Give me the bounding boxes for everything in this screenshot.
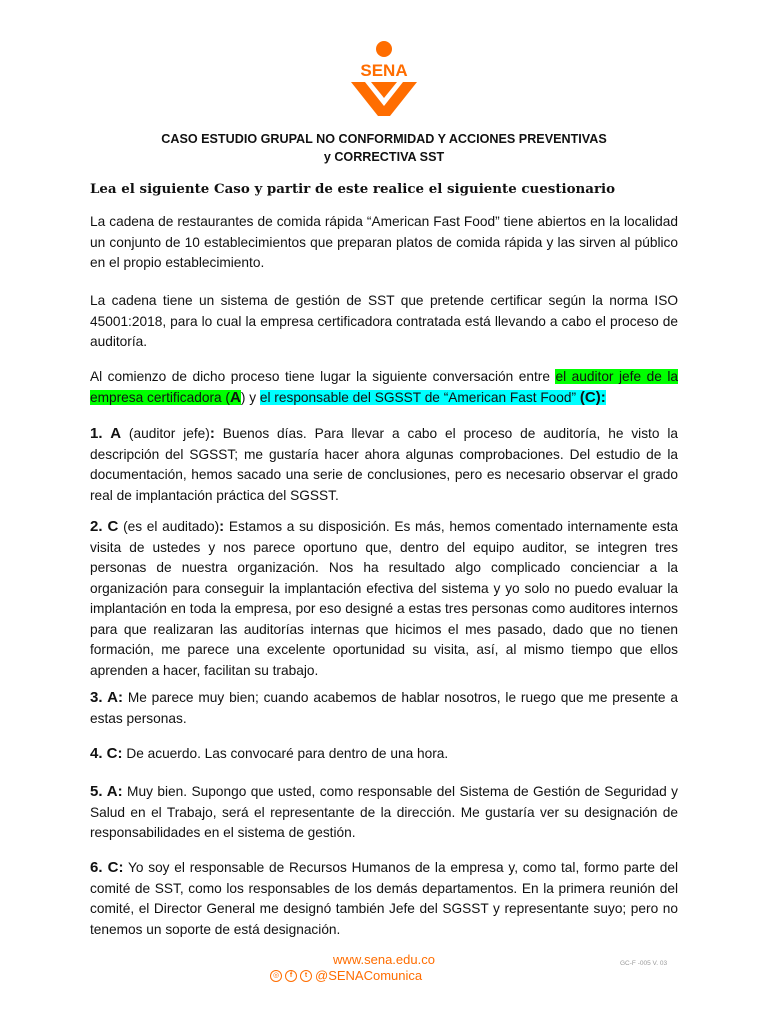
dialogue-label: 5. A: [90,783,123,800]
footer-social [270,968,422,983]
dialogue-5: 5. A: Muy bien. Supongo que usted, como responsable del Sistema de Gestión de Seguridad y Salud en el Trabajo, será el representante de la dirección. Me gustaría ver su designación de responsabilidades en el sistema de gestión. [90,783,679,840]
dialogue-3: 3. A: Me parece muy bien; cuando acabemos de hablar nosotros, le ruego que me presente a estas personas. [90,689,678,726]
auditee-highlight: el responsable del SGSST de “American Fast Food” (C): [259,388,606,406]
sena-logo [345,40,423,116]
dialogue-2: 2. C (es el auditado): Estamos a su disposición. Es más, hemos comentado internamente esta visita de ustedes y nos parece oportuno que, dentro del equipo auditor, se integren tres personas de nuestra organización. Nos ha resultado algo complicado concienciar a la organización para conseguir la implantación efectiva del sistema y yo solo no puedo evaluar la implantación en toda la empresa, por eso designé a estas tres personas como auditores internos para que realizaran las auditorías internas que hicimos el mes pasado, dado que no tienen formación, me parece una excelente oportunidad su visita, así, al mismo tiempo que ellos aprenden a hacer, facilitan su trabajo. [90,518,678,678]
title-line-2: y CORRECTIVA SST [323,150,445,164]
paragraph-2: La cadena tiene un sistema de gestión de SST que pretende certificar según la norma ISO 45001:2018, para lo cual la empresa certificadora contratada está llevando a cabo el proceso de auditoría. [90,293,678,349]
dialogue-label: 1. A [90,425,122,442]
document-title [90,130,678,166]
title-line-1: CASO ESTUDIO GRUPAL NO CONFORMIDAD Y ACCIONES PREVENTIVAS [161,132,607,146]
footer-website-link[interactable]: www.sena.edu.co [333,952,435,967]
dialogue-label: 2. C [90,518,119,535]
facebook-icon[interactable]: f [285,970,297,982]
auditor-highlight: el auditor jefe de la empresa certificadora (A [90,369,678,406]
dialogue-6: 6. C: Yo soy el responsable de Recursos Humanos de la empresa y, como tal, formo parte del comité de SST, como los responsables de los demás departamentos. En la primera reunión del comité, el Director General me designó también Jefe del SGSST y representante suyo; pero no tenemos un soporte de está designación. [90,859,678,937]
dialogue-4: 4. C: De acuerdo. Las convocaré para dentro de una hora. [90,745,449,762]
paragraph-3: Al comienzo de dicho proceso tiene lugar la siguiente conversación entre el auditor jefe de la empresa certificadora (A) y el responsable del SGSST de “American Fast Food” (C): [90,369,678,406]
social-handle[interactable]: @SENAComunica [315,968,423,983]
dialogue-label: 4. C: [90,745,123,762]
dialogue-label: 6. C: [90,859,124,876]
paragraph-1: La cadena de restaurantes de comida rápida “American Fast Food” tiene abiertos en la localidad un conjunto de 10 establecimientos que preparan platos de comida rápida y las sirven al público en el propio establecimiento. [90,214,678,270]
p3-text: Al comienzo de dicho proceso tiene lugar la siguiente conversación entre [90,369,556,384]
instagram-icon[interactable]: ◎ [270,970,282,982]
document-code: GC-F -005 V. 03 [620,960,668,967]
dialogue-label: 3. A: [90,689,123,706]
dialogue-1: 1. A (auditor jefe): Buenos días. Para llevar a cabo el proceso de auditoría, he visto la descripción del SGSST; me gustaría hacer ahora algunas comprobaciones. Del estudio de la documentación, hemos sacado una serie de conclusiones, pero es necesario observar el grado real de implantación práctica del SGSST. [90,425,678,503]
intro-instruction: Lea el siguiente Caso y partir de este realice el siguiente cuestionario [90,181,616,197]
logo-text: SENA [360,61,408,80]
twitter-icon[interactable]: t [300,970,312,982]
